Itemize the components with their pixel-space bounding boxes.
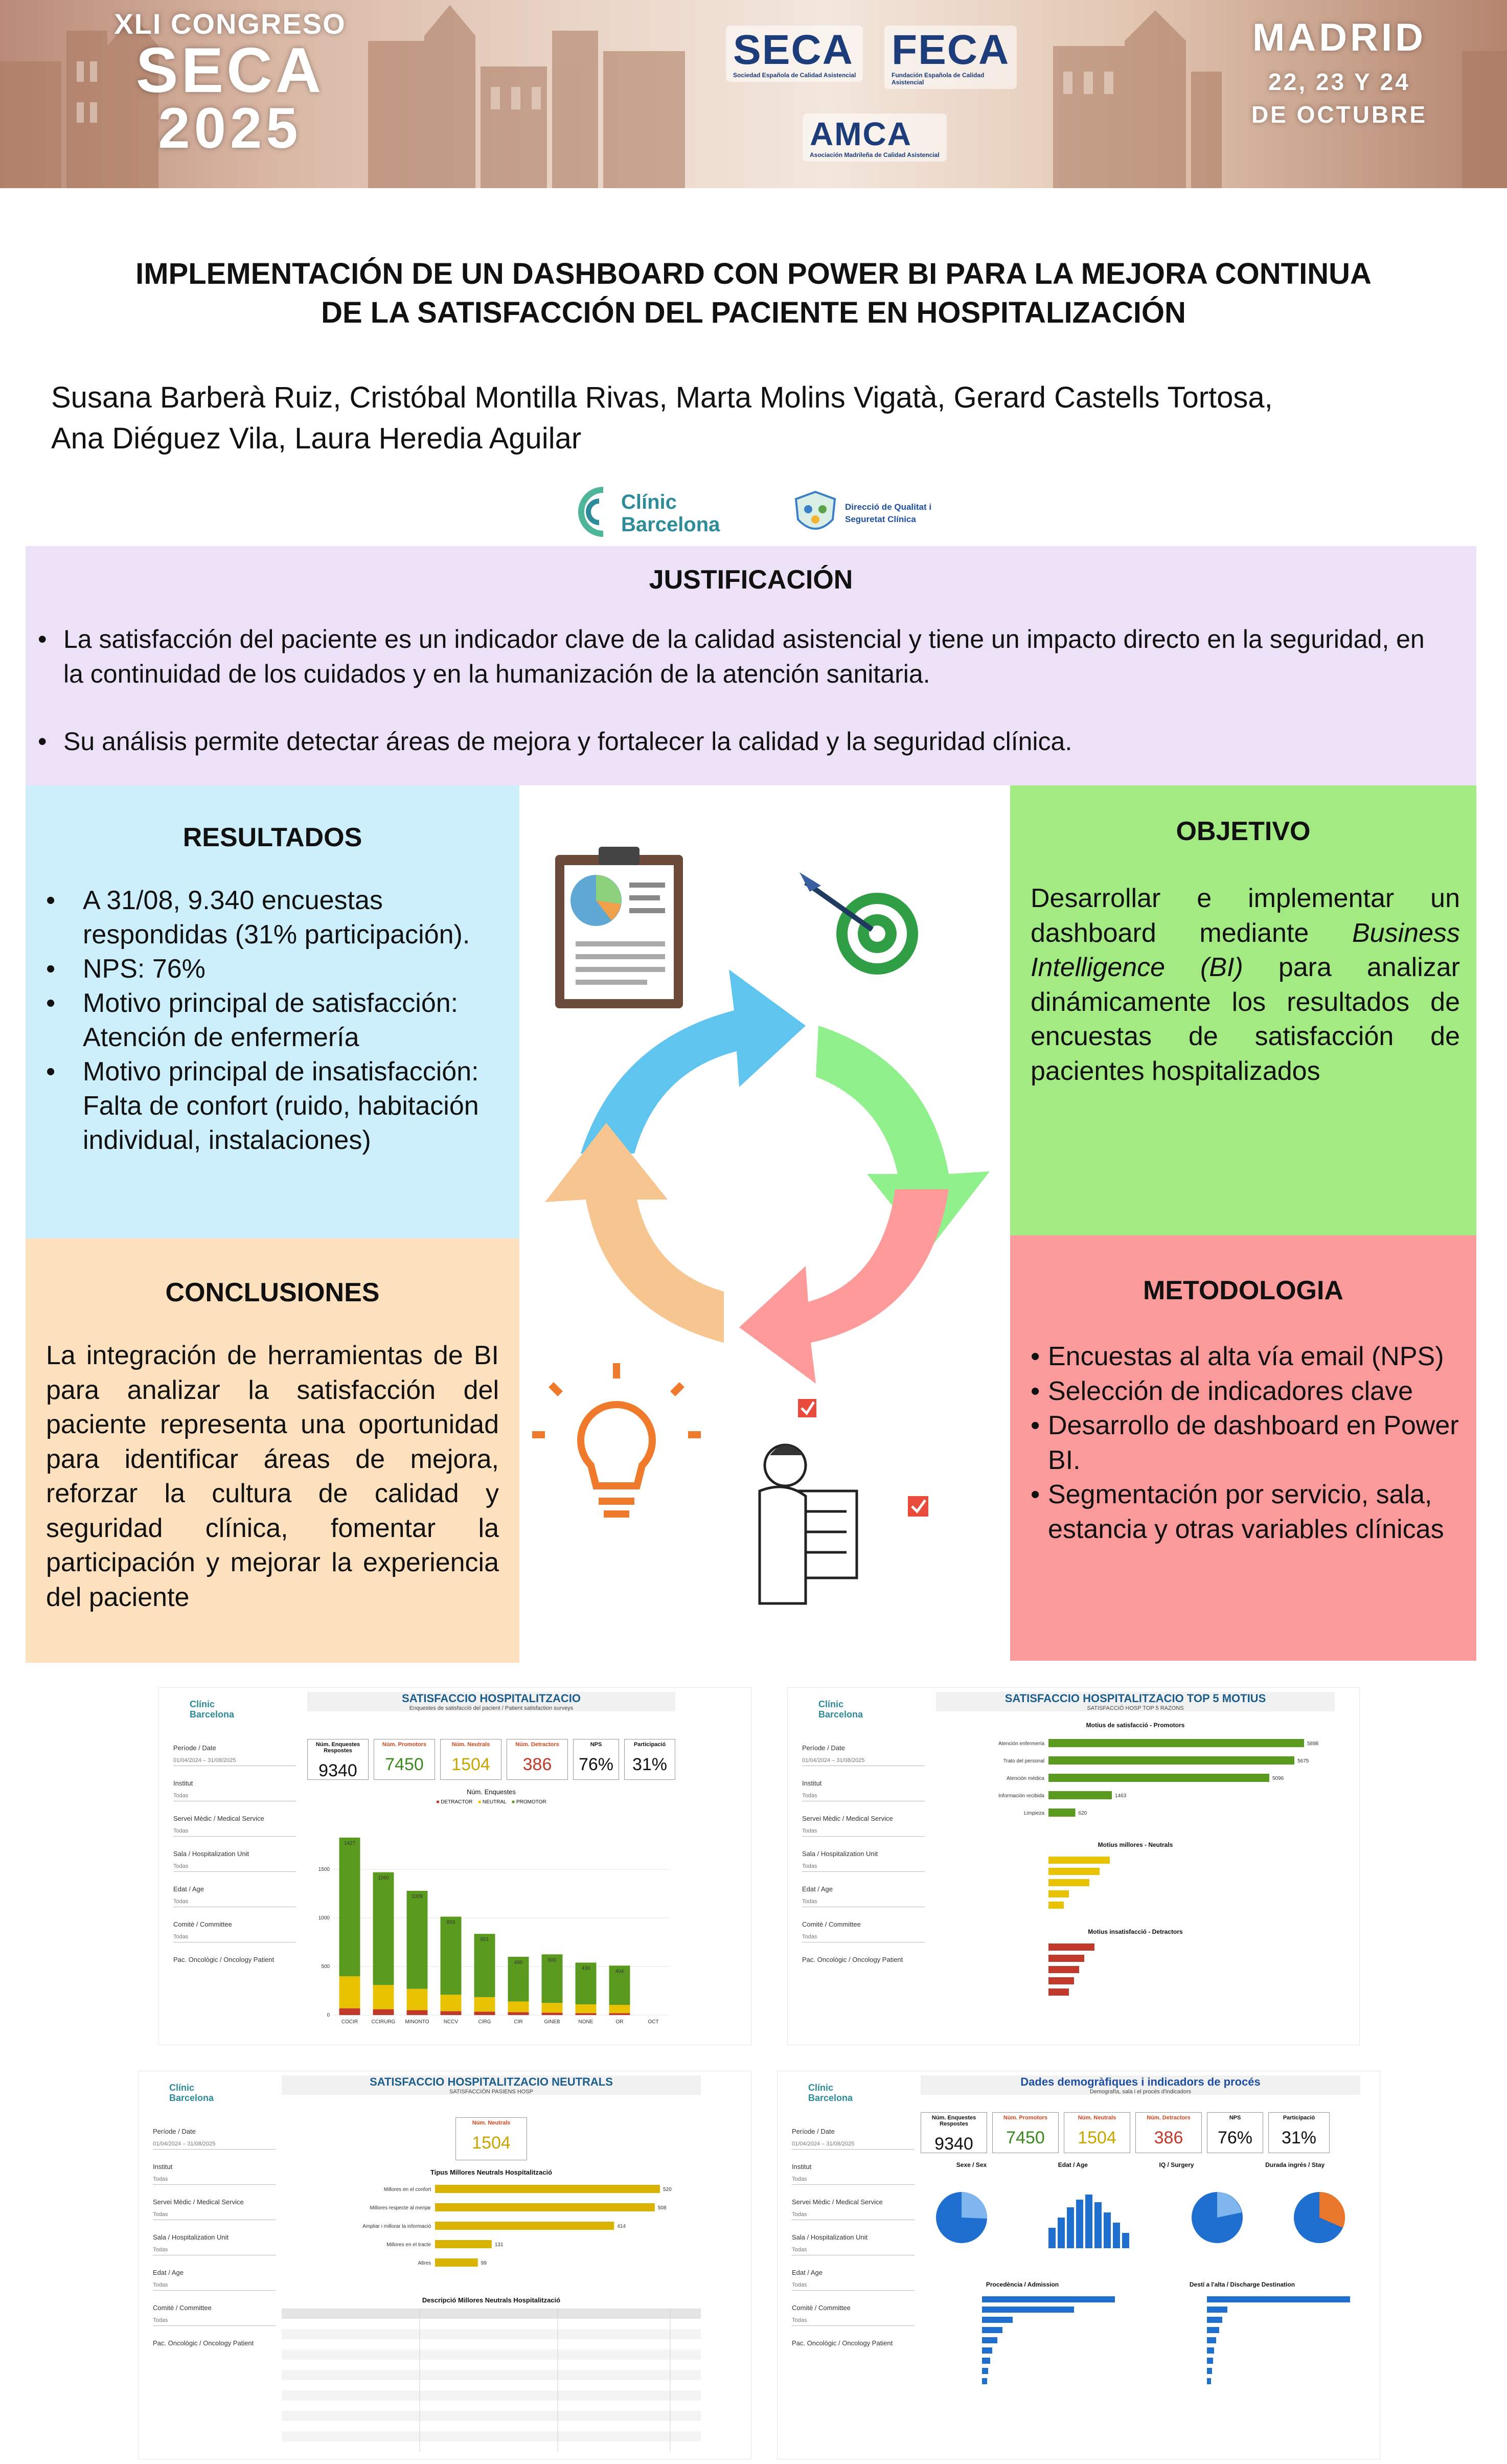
quality-logo-icon bbox=[790, 489, 841, 540]
kpi-neutrals: Núm. Neutrals 1504 bbox=[455, 2117, 527, 2160]
bar-category-label: Limpieza bbox=[1023, 1811, 1044, 1816]
process-chart-titles: Procedència / Admission Destí a l'alta / Discharge Destination bbox=[986, 2281, 1295, 2288]
person-checklist-icon bbox=[760, 1399, 928, 1603]
filter-age[interactable]: Edat / Age Todas bbox=[153, 2269, 276, 2291]
filter-committee[interactable]: Comitè / Committee Todas bbox=[153, 2304, 276, 2326]
bar-neutral bbox=[508, 2001, 529, 2012]
x-tick-label: MINONTO bbox=[405, 2019, 429, 2025]
list-item: • Segmentación por servicio, sala, estancia y otras variables clínicas bbox=[1010, 1478, 1461, 1547]
bar-category-label: Millores en el tracte bbox=[386, 2242, 431, 2248]
metodologia-title: METODOLOGIA bbox=[1143, 1276, 1343, 1305]
bar-promoter bbox=[1048, 1791, 1112, 1799]
bar-neutral bbox=[576, 2004, 597, 2013]
x-tick-label: OCT bbox=[648, 2019, 659, 2025]
quality-direction-logo bbox=[790, 489, 943, 540]
x-tick-label: CCIRURG bbox=[371, 2019, 396, 2025]
dashboard-logo: Clínic Barcelona bbox=[818, 1699, 863, 1720]
filter-institut[interactable]: Institut Todas bbox=[792, 2163, 915, 2185]
improvement-cycle-graphic bbox=[519, 785, 1010, 1663]
kpi-neutrals: Núm. Neutrals 1504 bbox=[440, 1739, 501, 1780]
sponsor-logos bbox=[726, 26, 1012, 179]
bar-detractor bbox=[508, 2012, 529, 2015]
bar-detractor bbox=[407, 2010, 428, 2016]
poster-title: IMPLEMENTACIÓN DE UN DASHBOARD CON POWER BI PARA LA MEJORA CONTINUA DE LA SATISFACCIÓN DEL PACIENTE EN HOSPITALIZACIÓN bbox=[135, 257, 1372, 329]
dashboard-logo: Clínic Barcelona bbox=[190, 1699, 235, 1720]
y-tick-label: 500 bbox=[321, 1964, 330, 1970]
bar-neutral bbox=[435, 2185, 660, 2193]
bar-promoter bbox=[1048, 1774, 1269, 1782]
bar-category-label: Millores en el confort bbox=[383, 2187, 431, 2192]
kpi-nps: NPS 76% bbox=[1207, 2112, 1263, 2153]
dashboard-filters bbox=[792, 2128, 915, 2360]
dashboard-logo: Clínic Barcelona bbox=[808, 2083, 853, 2103]
bar-category-label: Atención enfermería bbox=[998, 1741, 1044, 1747]
bar-category-label: Trato del personal bbox=[1003, 1758, 1044, 1764]
filter-institut[interactable]: Institut Todas bbox=[173, 1779, 296, 1801]
bar-category-label: Ampliar i millorar la informació bbox=[362, 2224, 431, 2229]
list-item: • La satisfacción del paciente es un indicador clave de la calidad asistencial y tiene un impacto directo en la seguridad, en la continuidad de los cuidados y en la humanización de la atención sanitaria. bbox=[26, 622, 1441, 691]
kpi-participation: Participació 31% bbox=[624, 1739, 675, 1780]
bar-detractor bbox=[474, 2011, 495, 2015]
filter-institut[interactable]: Institut Todas bbox=[802, 1779, 925, 1801]
list-item: • Su análisis permite detectar áreas de mejora y fortalecer la calidad y la seguridad clínica. bbox=[26, 724, 1441, 759]
filter-oncology[interactable]: Pac. Oncològic / Oncology Patient bbox=[153, 2339, 254, 2347]
bar-category-label: Información recibida bbox=[998, 1793, 1044, 1799]
clipboard-chart-icon bbox=[555, 847, 683, 1008]
kpi-promoters: Núm. Promotors 7450 bbox=[374, 1739, 435, 1780]
filter-age[interactable]: Edat / Age Todas bbox=[173, 1885, 296, 1907]
y-tick-label: 1000 bbox=[318, 1915, 330, 1921]
x-tick-label: NONE bbox=[578, 2019, 593, 2025]
dashboard-title: SATISFACCIO HOSPITALITZACIO NEUTRALS SATISFACCIÓN PASIENS HOSP bbox=[282, 2075, 701, 2095]
dashboard-screenshot-2 bbox=[787, 1687, 1360, 2045]
x-tick-label: OR bbox=[615, 2019, 624, 2025]
list-item: • Selección de indicadores clave bbox=[1010, 1374, 1461, 1409]
conclusiones-title: CONCLUSIONES bbox=[165, 1278, 380, 1307]
neutrals-section-title: Motius millores - Neutrals bbox=[1098, 1841, 1173, 1848]
y-tick-label: 0 bbox=[327, 2013, 330, 2018]
bar-neutral bbox=[373, 1985, 394, 2009]
filter-service[interactable]: Servei Mèdic / Medical Service Todas bbox=[792, 2198, 915, 2220]
list-item: • Motivo principal de satisfacción: Atención de enfermería bbox=[26, 986, 504, 1055]
kpi-promoters: Núm. Promotors 7450 bbox=[992, 2112, 1059, 2153]
kpi-surveys: Núm. Enquestes Respostes 9340 bbox=[307, 1739, 369, 1780]
filter-age[interactable]: Edat / Age Todas bbox=[792, 2269, 915, 2291]
y-tick-label: 1500 bbox=[318, 1867, 330, 1872]
filter-committee[interactable]: Comitè / Committee Todas bbox=[792, 2304, 915, 2326]
justificacion-list bbox=[26, 622, 1476, 759]
x-tick-label: CIRG bbox=[478, 2019, 491, 2025]
target-icon bbox=[800, 872, 918, 975]
dashboard-screenshot-3 bbox=[138, 2071, 751, 2459]
list-item: • Desarrollo de dashboard en Power BI. bbox=[1010, 1409, 1461, 1478]
bar-value-label: 803 bbox=[446, 1919, 455, 1926]
bar-promotor bbox=[474, 1934, 495, 1997]
x-tick-label: GINEB bbox=[544, 2019, 560, 2025]
resultados-list bbox=[26, 884, 519, 1158]
bar-promoter bbox=[1048, 1756, 1294, 1765]
bar-promotor bbox=[339, 1838, 360, 1976]
dashboard-filters bbox=[173, 1744, 296, 1977]
bar-neutral bbox=[435, 2222, 614, 2230]
filter-oncology[interactable]: Pac. Oncològic / Oncology Patient bbox=[802, 1956, 903, 1963]
filter-date[interactable]: Període / Date 01/04/2024 – 31/08/2025 bbox=[792, 2128, 915, 2150]
bar-detractor bbox=[373, 2009, 394, 2015]
cycle-arrow-pink bbox=[739, 1189, 949, 1384]
process-charts bbox=[921, 2291, 1360, 2450]
header-banner bbox=[0, 0, 1507, 188]
objetivo-title: OBJETIVO bbox=[1176, 817, 1311, 846]
dashboard-filters bbox=[802, 1744, 925, 1977]
feca-logo: FECA Fundación Española de Calidad Asistencial bbox=[884, 26, 1017, 89]
congress-city: MADRID bbox=[1252, 16, 1426, 59]
congress-location bbox=[1227, 15, 1452, 128]
dashboard-title: SATISFACCIO HOSPITALITZACIO Enquestes de satisfacció del pacient / Patient satisfaction surveys bbox=[307, 1692, 675, 1711]
resultados-title: RESULTADOS bbox=[182, 823, 362, 852]
bar-value-label: 131 bbox=[494, 2242, 504, 2248]
seca-logo: SECA Sociedad Española de Calidad Asistencial bbox=[726, 26, 863, 82]
detractors-section-title: Motius insatisfacció - Detractors bbox=[1088, 1928, 1183, 1935]
bar-value-label: 460 bbox=[514, 1960, 523, 1965]
congress-month: DE OCTUBRE bbox=[1251, 101, 1428, 128]
filter-institut[interactable]: Institut Todas bbox=[153, 2163, 276, 2185]
neutrals-reasons-chart bbox=[936, 1851, 1335, 1923]
bar-value-label: 500 bbox=[547, 1957, 557, 1963]
cycle-arrows bbox=[519, 785, 1010, 1663]
bar-detractor bbox=[609, 2013, 630, 2015]
list-item: • Encuestas al alta vía email (NPS) bbox=[1010, 1340, 1461, 1374]
cycle-arrows-group bbox=[545, 969, 990, 1384]
dashboard-screenshot-4 bbox=[777, 2071, 1380, 2459]
x-tick-label: NCCV bbox=[443, 2019, 459, 2025]
filter-date[interactable]: Període / Date 01/04/2024 – 31/08/2025 bbox=[153, 2128, 276, 2150]
clinic-logo-icon bbox=[567, 484, 619, 540]
bar-value-label: 5675 bbox=[1297, 1758, 1309, 1764]
resultados-section bbox=[26, 785, 519, 1238]
congress-society: SECA bbox=[135, 35, 325, 106]
bar-detractor bbox=[339, 2008, 360, 2015]
bar-promoter bbox=[1048, 1739, 1304, 1747]
bar-value-label: 404 bbox=[615, 1969, 624, 1975]
filter-committee[interactable]: Comitè / Committee Todas bbox=[802, 1920, 925, 1942]
metodologia-section bbox=[1010, 1235, 1476, 1661]
kpi-neutrals: Núm. Neutrals 1504 bbox=[1064, 2112, 1130, 2153]
filter-oncology[interactable]: Pac. Oncològic / Oncology Patient bbox=[173, 1956, 275, 1963]
chart-title: Tipus Millores Neutrals Hospitalització bbox=[430, 2168, 553, 2176]
filter-service[interactable]: Servei Mèdic / Medical Service Todas bbox=[173, 1815, 296, 1837]
congress-year: 2025 bbox=[158, 96, 302, 160]
bar-value-label: 508 bbox=[657, 2205, 667, 2211]
bar-value-label: 1427 bbox=[344, 1840, 356, 1846]
x-tick-label: CIR bbox=[514, 2019, 523, 2025]
bar-detractor bbox=[576, 2013, 597, 2015]
promoters-section-title: Motius de satisfacció - Promotors bbox=[1086, 1722, 1185, 1729]
objetivo-text: Desarrollar e implementar un dashboard mediante Business Intelligence (BI) para analizar dinámicamente los resultados de encuestas de satisfacción de pacientes hospitalizados bbox=[1031, 884, 1460, 1086]
bar-neutral bbox=[441, 1995, 462, 2011]
filter-date[interactable]: Període / Date 01/04/2024 – 31/08/2025 bbox=[802, 1744, 925, 1766]
cycle-arrow-orange bbox=[545, 1123, 724, 1343]
list-item: • Motivo principal de insatisfacción: Falta de confort (ruido, habitación individual, instalaciones) bbox=[26, 1055, 504, 1158]
bar-value-label: 414 bbox=[617, 2224, 626, 2229]
dashboard-title: Dades demogràfiques i indicadors de procés Demografía, sala i el procés d'indicadors bbox=[921, 2075, 1360, 2095]
bar-neutral bbox=[542, 2003, 563, 2013]
filter-unit[interactable]: Sala / Hospitalization Unit Todas bbox=[792, 2233, 915, 2255]
bar-category-label: Millores respecte al menjar bbox=[370, 2205, 431, 2211]
promoters-reasons-chart bbox=[936, 1734, 1335, 1831]
bar-value-label: 430 bbox=[581, 1965, 590, 1972]
filter-service[interactable]: Servei Mèdic / Medical Service Todas bbox=[153, 2198, 276, 2220]
congress-badge bbox=[97, 7, 363, 160]
list-item: • A 31/08, 9.340 encuestas respondidas (31% participación). bbox=[26, 884, 504, 952]
congress-dates: 22, 23 Y 24 bbox=[1268, 69, 1410, 95]
bar-neutral bbox=[435, 2258, 478, 2267]
lightbulb-icon bbox=[532, 1363, 701, 1514]
neutral-improvements-table bbox=[282, 2309, 701, 2452]
bar-neutral bbox=[435, 2240, 492, 2248]
quality-logo-text: Direcció de Qualitat i Seguretat Clínica bbox=[845, 502, 932, 524]
authors: Susana Barberà Ruiz, Cristóbal Montilla Rivas, Marta Molins Vigatà, Gerard Castells Tortosa, Ana Diéguez Vila, Laura Heredia Aguilar bbox=[51, 381, 1273, 455]
kpi-participation: Participació 31% bbox=[1268, 2112, 1330, 2153]
bar-value-label: 99 bbox=[481, 2260, 487, 2266]
bar-value-label: 620 bbox=[1078, 1811, 1087, 1816]
bar-value-label: 1160 bbox=[378, 1875, 389, 1881]
bar-category-label: Altres bbox=[418, 2260, 431, 2266]
bar-value-label: 1463 bbox=[1115, 1793, 1127, 1799]
bar-value-label: 5096 bbox=[1272, 1776, 1284, 1781]
kpi-surveys: Núm. Enquestes Respostes 9340 bbox=[921, 2112, 987, 2153]
filter-unit[interactable]: Sala / Hospitalization Unit Todas bbox=[173, 1850, 296, 1872]
filter-service[interactable]: Servei Mèdic / Medical Service Todas bbox=[802, 1815, 925, 1837]
dashboard-screenshot-1 bbox=[158, 1687, 751, 2045]
demographics-chart-titles: Sexe / Sex Edat / Age IQ / Surgery Durada ingrés / Stay bbox=[956, 2161, 1325, 2168]
kpi-detractors: Núm. Detractors 386 bbox=[1135, 2112, 1202, 2153]
kpi-detractors: Núm. Detractors 386 bbox=[507, 1739, 568, 1780]
clinic-barcelona-logo bbox=[567, 484, 721, 545]
justificacion-title: JUSTIFICACIÓN bbox=[649, 565, 853, 595]
bar-value-label: 520 bbox=[663, 2187, 672, 2192]
bar-detractor bbox=[441, 2011, 462, 2015]
demographics-charts bbox=[921, 2172, 1360, 2274]
bar-value-label: 5898 bbox=[1307, 1741, 1319, 1747]
bar-neutral bbox=[474, 1997, 495, 2012]
clinic-logo-text: Clínic Barcelona bbox=[621, 491, 720, 536]
detractors-reasons-chart bbox=[936, 1938, 1335, 2015]
conclusiones-section bbox=[26, 1238, 519, 1663]
amca-logo: AMCA Asociación Madrileña de Calidad Asistencial bbox=[803, 114, 947, 162]
dashboard-logo: Clínic Barcelona bbox=[169, 2083, 214, 2103]
bar-promoter bbox=[1048, 1809, 1076, 1817]
neutral-improvements-chart bbox=[282, 2180, 701, 2282]
bar-neutral bbox=[435, 2203, 655, 2211]
metodologia-list bbox=[1010, 1340, 1476, 1547]
chart-title: Núm. Enquestes bbox=[466, 1788, 516, 1796]
congress-edition: XLI CONGRESO bbox=[114, 8, 346, 40]
chart-legend: ■ DETRACTOR ■ NEUTRAL ■ PROMOTOR bbox=[436, 1799, 546, 1805]
surveys-stacked-bar-chart bbox=[307, 1811, 675, 2036]
list-item: • NPS: 76% bbox=[26, 952, 504, 986]
objetivo-section bbox=[1010, 785, 1476, 1235]
bar-value-label: 651 bbox=[480, 1937, 489, 1943]
filter-committee[interactable]: Comitè / Committee Todas bbox=[173, 1920, 296, 1942]
bar-category-label: Atención médica bbox=[1007, 1776, 1044, 1781]
bar-promotor bbox=[373, 1872, 394, 1985]
filter-age[interactable]: Edat / Age Todas bbox=[802, 1885, 925, 1907]
filter-unit[interactable]: Sala / Hospitalization Unit Todas bbox=[802, 1850, 925, 1872]
bar-detractor bbox=[542, 2013, 563, 2015]
dashboard-title: SATISFACCIO HOSPITALITZACIO TOP 5 MOTIUS SATISFACCIÓ HOSP TOP 5 RAZONS bbox=[936, 1692, 1335, 1711]
conclusiones-text: La integración de herramientas de BI para analizar la satisfacción del paciente representa una oportunidad para identificar áreas de mejora, reforzar la cultura de calidad y seguridad clínica, fomentar la participación y mejorar la experiencia del paciente bbox=[46, 1341, 499, 1612]
bar-promotor bbox=[407, 1891, 428, 1989]
justificacion-section bbox=[26, 546, 1476, 785]
bar-value-label: 1009 bbox=[411, 1893, 423, 1900]
bar-neutral bbox=[609, 2005, 630, 2013]
x-tick-label: COCIR bbox=[341, 2019, 358, 2025]
filter-unit[interactable]: Sala / Hospitalization Unit Todas bbox=[153, 2233, 276, 2255]
table-title: Descripció Millores Neutrals Hospitalització bbox=[422, 2296, 561, 2304]
kpi-nps: NPS 76% bbox=[573, 1739, 619, 1780]
filter-oncology[interactable]: Pac. Oncològic / Oncology Patient bbox=[792, 2339, 893, 2347]
bar-neutral bbox=[339, 1976, 360, 2008]
filter-date[interactable]: Període / Date 01/04/2024 – 31/08/2025 bbox=[173, 1744, 296, 1766]
bar-neutral bbox=[407, 1989, 428, 2010]
dashboard-filters bbox=[153, 2128, 276, 2360]
bar-promotor bbox=[441, 1917, 462, 1995]
